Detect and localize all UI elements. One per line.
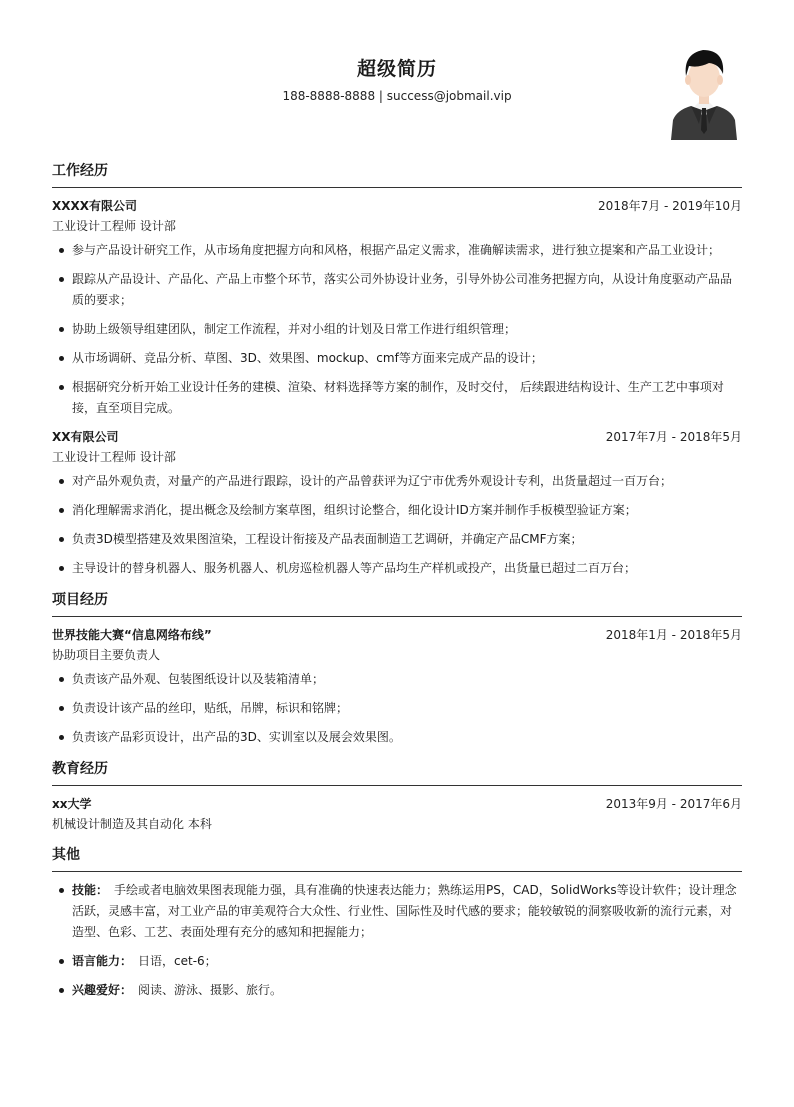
project-name: 世界技能大赛“信息网络布线” — [52, 628, 212, 642]
company-name: XX有限公司 — [52, 430, 119, 444]
list-item: 协助上级领导组建团队，制定工作流程，并对小组的计划及日常工作进行组织管理； — [72, 319, 742, 340]
list-item — [72, 980, 742, 1001]
bullet-list — [52, 240, 742, 419]
list-item: 负责设计该产品的丝印，贴纸，吊牌，标识和铭牌； — [72, 698, 742, 719]
resume-page — [52, 0, 742, 1009]
item-label: 技能： — [72, 883, 109, 897]
list-item: 对产品外观负责，对量产的产品进行跟踪，设计的产品曾获评为辽宁市优秀外观设计专利，出货量超过一百万台； — [72, 471, 742, 492]
entry-role: 工业设计工程师 设计部 — [52, 450, 176, 464]
list-item: 跟踪从产品设计、产品化、产品上市整个环节，落实公司外协设计业务，引导外协公司准务把握方向，从设计角度驱动产品品质的要求； — [72, 269, 742, 311]
resume-name: 超级简历 — [356, 58, 437, 80]
item-text: 手绘或者电脑效果图表现能力强，具有准确的快速表达能力；熟练运用PS，CAD，SolidWorks等设计软件；设计理念活跃，灵感丰富，对工业产品的审美观符合大众性、行业性、国际性及时代感的要求；能较敏锐的洞察吸收新的流行元素，对造型、色彩、工艺、表面处理有充分的感知和把握能力； — [72, 883, 737, 939]
entry-date: 2018年7月 - 2019年10月 — [598, 199, 742, 213]
company-name: XXXX有限公司 — [52, 199, 138, 213]
school-name: xx大学 — [52, 797, 92, 811]
bullet-list — [52, 471, 742, 579]
list-item: 消化理解需求消化，提出概念及绘制方案草图，组织讨论整合，细化设计ID方案并制作手板模型验证方案； — [72, 500, 742, 521]
list-item: 负责该产品彩页设计，出产品的3D、实训室以及展会效果图。 — [72, 727, 742, 748]
avatar — [669, 44, 739, 140]
entry-date: 2018年1月 - 2018年5月 — [605, 628, 742, 642]
other-section — [52, 844, 742, 1001]
list-item: 参与产品设计研究工作，从市场角度把握方向和风格，根据产品定义需求，准确解读需求，进行独立提案和产品工业设计； — [72, 240, 742, 261]
work-section — [52, 160, 742, 579]
bullet-list — [52, 880, 742, 1001]
list-item: 主导设计的替身机器人、服务机器人、机房巡检机器人等产品均生产样机或投产，出货量已超过二百万台； — [72, 558, 742, 579]
list-item: 从市场调研、竞品分析、草图、3D、效果图、mockup、cmf等方面来完成产品的设计； — [72, 348, 742, 369]
section-title-work: 工作经历 — [52, 160, 742, 188]
entry-role: 工业设计工程师 设计部 — [52, 219, 176, 233]
project-section — [52, 589, 742, 748]
item-text: 阅读、游泳、摄影、旅行。 — [138, 983, 283, 997]
entry-major: 机械设计制造及其自动化 本科 — [52, 817, 212, 831]
resume-header — [52, 0, 742, 150]
work-entry — [52, 196, 742, 419]
entry-role: 协助项目主要负责人 — [52, 648, 161, 662]
item-label: 兴趣爱好： — [72, 983, 133, 997]
section-title-other: 其他 — [52, 844, 742, 872]
entry-date: 2013年9月 - 2017年6月 — [605, 797, 742, 811]
entry-date: 2017年7月 - 2018年5月 — [605, 430, 742, 444]
list-item: 负责3D模型搭建及效果图渲染，工程设计衔接及产品表面制造工艺调研，并确定产品CMF方案； — [72, 529, 742, 550]
item-label: 语言能力： — [72, 954, 133, 968]
work-entry — [52, 427, 742, 579]
item-text: 日语，cet-6； — [138, 954, 217, 968]
contact-info: 188-8888-8888 | success@jobmail.vip — [282, 89, 512, 103]
list-item — [72, 880, 742, 943]
section-title-education: 教育经历 — [52, 758, 742, 786]
education-entry — [52, 794, 742, 834]
education-section — [52, 758, 742, 834]
section-title-project: 项目经历 — [52, 589, 742, 617]
project-entry — [52, 625, 742, 748]
list-item — [72, 951, 742, 972]
list-item: 负责该产品外观、包装图纸设计以及装箱清单； — [72, 669, 742, 690]
bullet-list — [52, 669, 742, 748]
list-item: 根据研究分析开始工业设计任务的建模、渲染、材料选择等方案的制作，及时交付， 后续跟进结构设计、生产工艺中事项对接，直至项目完成。 — [72, 377, 742, 419]
